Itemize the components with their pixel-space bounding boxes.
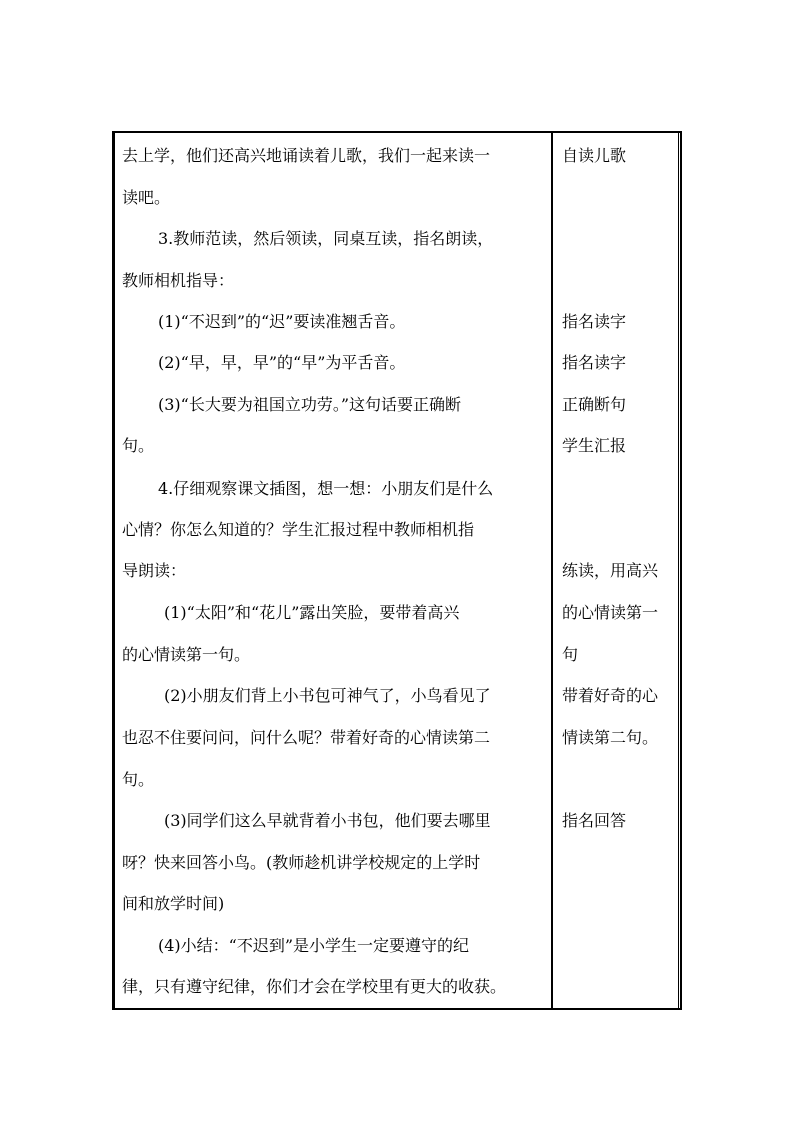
text-line: (2)小朋友们背上小书包可神气了，小鸟看见了	[164, 686, 491, 705]
text-line: (3)“长大要为祖国立功劳。”这句话要正确断	[158, 395, 462, 414]
text-line: 心情？你怎么知道的？学生汇报过程中教师相机指	[122, 520, 475, 539]
text-line: 间和放学时间)	[122, 894, 225, 913]
activity-note: 练读，用高兴	[562, 561, 659, 580]
activity-note: 自读儿歌	[562, 146, 627, 165]
activity-note: 指名读字	[562, 353, 627, 372]
activity-note: 情读第二句。	[562, 728, 659, 747]
text-line: 4.仔细观察课文插图，想一想：小朋友们是什么	[158, 479, 494, 498]
activity-note: 的心情读第一	[562, 603, 659, 622]
text-line: 呀？快来回答小鸟。(教师趁机讲学校规定的上学时	[122, 853, 481, 872]
text-line: 的心情读第一句。	[122, 645, 251, 664]
text-line: 导朗读：	[122, 561, 187, 580]
activity-note: 指名读字	[562, 312, 627, 331]
table-inner-border-right	[678, 133, 679, 1008]
text-line: (3)同学们这么早就背着小书包，他们要去哪里	[164, 811, 491, 830]
column-divider	[551, 133, 553, 1008]
text-line: (1)“太阳”和“花儿”露出笑脸，要带着高兴	[164, 603, 460, 622]
text-line: 3.教师范读，然后领读，同桌互读，指名朗读，	[158, 229, 494, 248]
text-line: 律，只有遵守纪律，你们才会在学校里有更大的收获。	[122, 977, 507, 996]
activity-note: 带着好奇的心	[562, 686, 659, 705]
text-line: (4)小结：“不迟到”是小学生一定要遵守的纪	[158, 936, 470, 955]
activity-note: 正确断句	[562, 395, 627, 414]
text-line: 教师相机指导：	[122, 271, 235, 290]
activity-note: 学生汇报	[562, 436, 627, 455]
text-line: 也忍不住要问问，问什么呢？带着好奇的心情读第二	[122, 728, 491, 747]
activity-note: 指名回答	[562, 811, 627, 830]
text-line: 去上学，他们还高兴地诵读着儿歌，我们一起来读一	[122, 146, 491, 165]
text-line: (2)“早，早，早”的“早”为平舌音。	[158, 353, 406, 372]
text-line: 句。	[122, 770, 155, 789]
table-inner-border-left	[114, 133, 115, 1008]
activity-note: 句	[562, 645, 579, 664]
text-line: 句。	[122, 436, 155, 455]
text-line: (1)“不迟到”的“迟”要读准翘舌音。	[158, 312, 406, 331]
text-line: 读吧。	[122, 188, 171, 207]
